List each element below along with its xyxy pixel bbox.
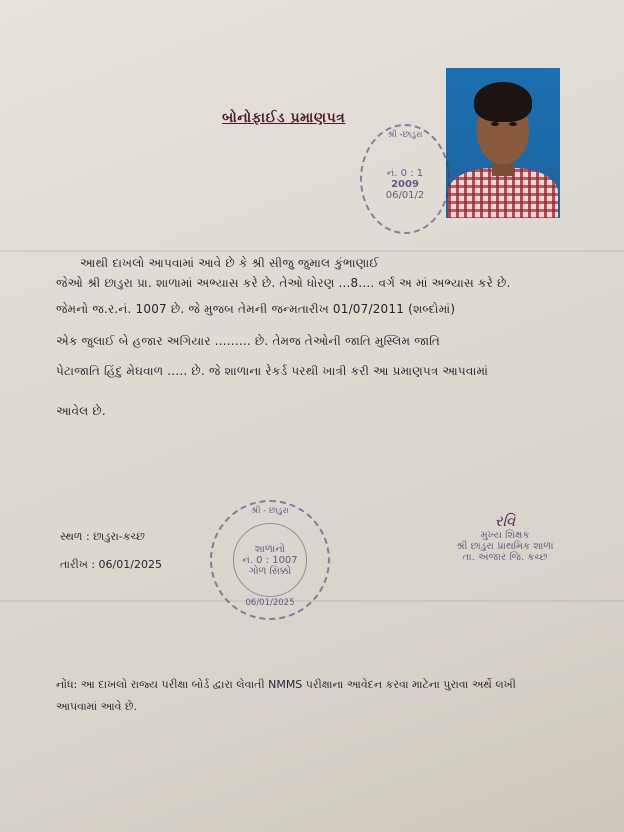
student-photo xyxy=(446,68,560,218)
signature-line-3: તા. અંજાર જિ. કચ્છ xyxy=(462,552,548,563)
body-line-2: જેઓ શ્રી છાડુરા પ્રા. શાળામાં અભ્યાસ કરે છે. તેઓ ધોરણ ...8.... વર્ગ અ માં અભ્યાસ કરે છે. xyxy=(56,276,511,290)
school-stamp-top xyxy=(360,124,450,234)
body-line-1: આથી દાખલો આપવામાં આવે છે કે શ્રી સીજુ જુમાલ કુંભાણાઈ xyxy=(80,256,379,270)
place-label: સ્થળ : છાડુરા-કચ્છ xyxy=(60,530,145,543)
school-round-seal xyxy=(210,500,330,620)
footnote: નોંધ: આ દાખલો રાજ્ય પરીક્ષા બોર્ડ દ્વારા લેવાતી NMMS પરીક્ષાના આવેદન કરવા માટેના પુરાવા અર્થે લખી આપવામાં આવે છે. xyxy=(56,678,516,713)
date-label: તારીખ : 06/01/2025 xyxy=(60,558,162,571)
body-line-4: એક જુલાઈ બે હજાર અગિયાર ......... છે. તેમજ તેઓની જાતિ મુસ્લિમ જાતિ xyxy=(56,334,441,348)
body-line-6: આવેલ છે. xyxy=(56,404,106,418)
seal-line-1: શાળાનો xyxy=(254,543,286,555)
signature-scribble: રવિ xyxy=(494,512,516,530)
certificate-title: બોનોફાઈડ પ્રમાણપત્ર xyxy=(222,110,346,126)
seal-line-3: ગોળ સિક્કો xyxy=(248,565,292,577)
stamp-code: 2009 xyxy=(391,178,419,190)
seal-date: 06/01/2025 xyxy=(245,598,295,608)
seal-ring-text: શ્રી - છાડુરા xyxy=(251,506,289,516)
body-line-5: પેટાજાતિ હિંદુ મેઘવાળ ..... છે. જે શાળાના રેકર્ડ પરથી ખાત્રી કરી આ પ્રમાણપત્ર આપવામાં xyxy=(56,364,489,378)
signature-line-1: મુખ્ય શિક્ષક xyxy=(480,530,530,541)
stamp-date: 06/01/2 xyxy=(385,189,425,201)
paper-fold xyxy=(0,250,624,252)
seal-inner xyxy=(233,523,307,597)
body-line-3: જેમનો જ.ર.નં. 1007 છે. જે મુજબ તેમની જન્મતારીખ 01/07/2011 (શબ્દોમાં) xyxy=(56,302,456,316)
stamp-ring-text: શ્રી -છાડુરા xyxy=(387,130,423,140)
signature-line-2: શ્રી છાડુરા પ્રાથમિક શાળા xyxy=(456,541,554,552)
principal-signature xyxy=(430,512,580,563)
stamp-number: નં. 0 : 1 xyxy=(386,167,424,179)
seal-line-2: નં. 0 : 1007 xyxy=(242,554,298,566)
